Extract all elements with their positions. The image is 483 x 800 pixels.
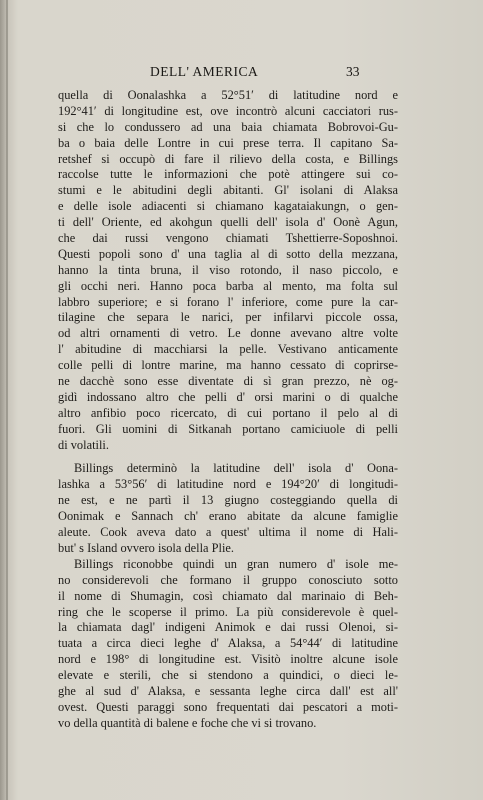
text-line: colle pelli di lontre marine, ma hanno cessato di coprirse- [58, 358, 398, 373]
text-line: Questi popoli sono d' una taglia al di sotto della mezzana, [58, 246, 398, 261]
body-text [58, 88, 398, 732]
text-line: tuata a circa dieci leghe d' Alaksa, a 54°44′ di latitudine [58, 636, 398, 651]
text-line: di volatili. [58, 437, 109, 452]
text-line: che dai russi vengono chiamati Tshettierre-Soposhnoi. [58, 231, 398, 246]
text-line: elevate e sterili, che si stendono a quindici, o dieci le- [58, 668, 398, 683]
text-line: no considerevoli che formano il gruppo conosciuto sotto [58, 572, 398, 587]
running-header [0, 64, 483, 86]
text-line: ovest. Questi paraggi sono frequentati dai pescatori a moti- [58, 699, 398, 714]
text-line: fuori. Gli uomini di Sitkanah portano camiciuole di pelli [58, 421, 398, 436]
text-line: il nome di Shumagin, così chiamato dal marinaio di Beh- [58, 588, 398, 603]
text-line: ba o baia delle Lontre in cui prese terra. Il capitano Sa- [58, 135, 398, 150]
text-line: raccolse tutte le informazioni che potè attingere sui co- [58, 167, 398, 182]
paragraph-3 [58, 557, 398, 732]
text-line: 192°41′ di longitudine est, ove incontrò alcuni cacciatori rus- [58, 103, 398, 118]
paragraph-1 [58, 88, 398, 453]
paragraph-spacer [58, 453, 398, 461]
text-line: labbro superiore; e si forano l' inferiore, come pure la car- [58, 294, 398, 309]
text-line: altro anfibio poco ricercato, di cui portano il pelo al di [58, 405, 398, 420]
text-line: hanno la tinta bruna, il viso rotondo, il naso piccolo, e [58, 262, 398, 277]
text-line: Billings riconobbe quindi un gran numero d' isole me- [74, 556, 398, 571]
text-line: od altri ornamenti di vetro. Le donne avevano altre volte [58, 326, 398, 341]
text-line: ne dacchè sono esse diventate di sì gran prezzo, nè og- [58, 374, 398, 389]
text-line: lashka a 53°56′ di latitudine nord e 194°20′ di longitudi- [58, 477, 398, 492]
running-title: DELL' AMERICA [150, 64, 259, 79]
text-line: quella di Oonalashka a 52°51′ di latitudine nord e [58, 88, 398, 102]
text-line: si che lo condussero ad una baia chiamata Bobrovoi-Gu- [58, 119, 398, 134]
text-line: l' abitudine di macchiarsi la pelle. Vestivano anticamente [58, 342, 398, 357]
page-gutter-shadow [6, 0, 8, 800]
text-line: Oonimak e Sannach ch' erano abitate da alcune famiglie [58, 509, 398, 524]
text-line: retshef si occupò di fare il rilievo della costa, e Billings [58, 151, 398, 166]
text-line: e delle isole adiacenti si chiamano kagataiakungn, o gen- [58, 199, 398, 214]
text-line: la chiamata dagl' indigeni Animok e dai russi Olenoi, si- [58, 620, 398, 635]
text-line: ne est, e ne partì il 13 giugno costeggiando quella di [58, 493, 398, 508]
text-line: gli occhi neri. Hanno poca barba al mento, ma folta sul [58, 278, 398, 293]
text-line: aleute. Cook aveva dato a quest' ultima il nome di Hali- [58, 525, 398, 540]
text-line: vo della quantità di balene e foche che vi si trovano. [58, 715, 317, 730]
text-line: ring che le scoperse il primo. La più considerevole è quel- [58, 604, 398, 619]
paragraph-2 [58, 461, 398, 556]
text-line: ti dell' Oriente, ed akohgun quelli dell' isola d' Oonè Agun, [58, 215, 398, 230]
page-number: 33 [346, 64, 360, 79]
text-line: ghe al sud d' Alaksa, e sessanta leghe circa dall' est all' [58, 683, 398, 698]
text-line: stumi e le abitudini degli abitanti. Gl' isolani di Alaksa [58, 183, 398, 198]
text-line: gidì indossano altro che pelli d' orsi marini o di qualche [58, 389, 398, 404]
text-line: tilagine che separa le narici, per infilarvi piccole ossa, [58, 310, 398, 325]
text-line: Billings determinò la latitudine dell' isola d' Oona- [74, 461, 398, 476]
text-line: but' s Island ovvero isola della Plie. [58, 540, 235, 555]
text-line: nord e 198° di longitudine est. Visitò inoltre alcune isole [58, 652, 398, 667]
